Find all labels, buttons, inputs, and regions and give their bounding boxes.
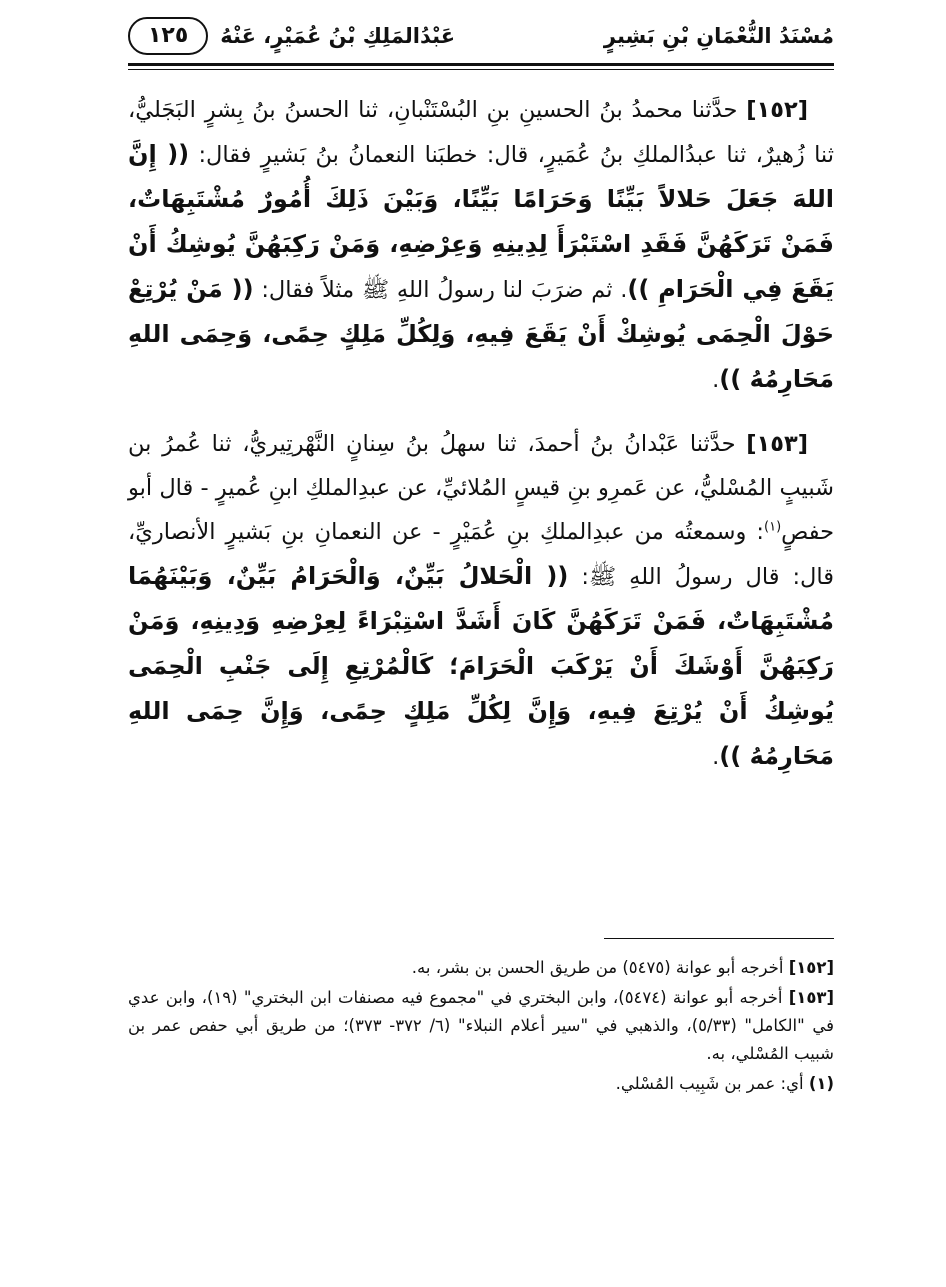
hadith-153 [128, 422, 834, 779]
hadith-end: . [712, 367, 720, 393]
footnote-number: [١٥٢] [788, 958, 834, 977]
header-section-title: عَبْدُالمَلِكِ بْنُ عُمَيْرٍ، عَنْهُ [220, 24, 456, 48]
footnote-152 [128, 954, 834, 982]
footnote-1 [128, 1070, 834, 1098]
header-rule-thick [128, 63, 834, 66]
footnote-text: أخرجه أبو عوانة (٥٤٧٤)، وابن البختري في "مجموع فيه مصنفات ابن البختري" (١٩)، وابن عدي في "الكامل" (٥/٣٣)، والذهبي في "سير أعلام النبلاء" (٦/ ٣٧٢- ٣٧٣)؛ من طريق أبي حفص عمر بن شبيب المُسْلي، به. [128, 988, 834, 1063]
footnote-number: (١) [808, 1074, 834, 1093]
hadith-isnad: حدَّثنا محمدُ بنُ الحسينِ بنِ البُسْتَنْبانِ، ثنا الحسنُ بنُ بِشرٍ البَجَليُّ، ثنا زُهيرٌ، ثنا عبدُالملكِ بنُ عُمَيرٍ، قال: خطبَنا النعمانُ بنُ بَشيرٍ فقال: [128, 97, 834, 168]
book-page [128, 8, 834, 1278]
footnote-153 [128, 984, 834, 1068]
footnote-text: أخرجه أبو عوانة (٥٤٧٥) من طريق الحسن بن بشر، به. [411, 958, 784, 977]
footnotes [128, 954, 834, 1100]
page-number-badge: ١٢٥ [128, 17, 208, 55]
hadith-152 [128, 88, 834, 402]
hadith-number: [١٥٣] [746, 431, 808, 457]
hadith-end: . [712, 744, 720, 770]
hadith-matn: (( إِنَّ اللهَ جَعَلَ حَلالاً بَيِّنًا وَحَرَامًا بَيِّنًا، وَبَيْنَ ذَلِكَ أُمُورٌ مُشْتَبِهَاتٌ، فَمَنْ تَرَكَهُنَّ فَقَدِ اسْتَبْرَأَ لِدِينِهِ وَعِرْضِهِ، وَمَنْ رَكِبَهُنَّ يُوشِكُ أَنْ يَقَعَ فِي الْحَرَامِ )) [128, 140, 835, 303]
header-rule-thin [128, 69, 834, 70]
hadith-matn-2: (( مَنْ يُرْتِعْ حَوْلَ الْحِمَى يُوشِكْ أَنْ يَقَعَ فِيهِ، وَلِكُلِّ مَلِكٍ حِمًى، وَحِمَى اللهِ مَحَارِمُهُ )) [128, 275, 834, 393]
hadith-isnad: حدَّثنا عَبْدانُ بنُ أحمدَ، ثنا سهلُ بنُ سِنانٍ النَّهْرتِيريُّ، ثنا عُمرُ بن شَبيبٍ المُسْليُّ، عن عَمرِو بنِ قيسٍ المُلائيِّ، عن عبدِالملكِ ابنِ عُميرٍ - قال أبو حفصٍ [128, 431, 834, 545]
main-text [128, 88, 834, 799]
hadith-narration: . ثم ضرَبَ لنا رسولُ اللهِ ﷺ مثلاً فقال: [261, 277, 628, 303]
running-header [128, 12, 834, 60]
hadith-number: [١٥٢] [746, 97, 808, 123]
footnote-marker[interactable]: (١) [764, 519, 782, 535]
header-chapter-title: مُسْنَدُ النُّعْمَانِ بْنِ بَشِيرٍ [603, 24, 834, 48]
footnote-number: [١٥٣] [788, 988, 835, 1007]
header-section [128, 17, 455, 55]
footnote-text: أي: عمر بن شَبِيب المُسْلي. [615, 1074, 804, 1093]
hadith-matn: (( الْحَلالُ بَيِّنٌ، وَالْحَرَامُ بَيِّنٌ، وَبَيْنَهُمَا مُشْتَبِهَاتٌ، فَمَنْ تَرَكَهُنَّ كَانَ أَشَدَّ اسْتِبْرَاءً لِعِرْضِهِ وَدِينِهِ، وَمَنْ رَكِبَهُنَّ أَوْشَكَ أَنْ يَرْكَبَ الْحَرَامَ؛ كَالْمُرْتِعِ إِلَى جَنْبِ الْحِمَى يُوشِكُ أَنْ يُرْتِعَ فِيهِ، وَإِنَّ لِكُلِّ مَلِكٍ حِمًى، وَإِنَّ حِمَى اللهِ مَحَارِمُهُ )) [128, 562, 834, 770]
hadith-isnad-cont: : وسمعتُه من عبدِالملكِ بنِ عُمَيْرٍ - عن النعمانِ بنِ بَشيرٍ الأنصاريِّ، قال: قال رسولُ اللهِ ﷺ: [128, 519, 835, 590]
footnote-separator [604, 938, 834, 939]
